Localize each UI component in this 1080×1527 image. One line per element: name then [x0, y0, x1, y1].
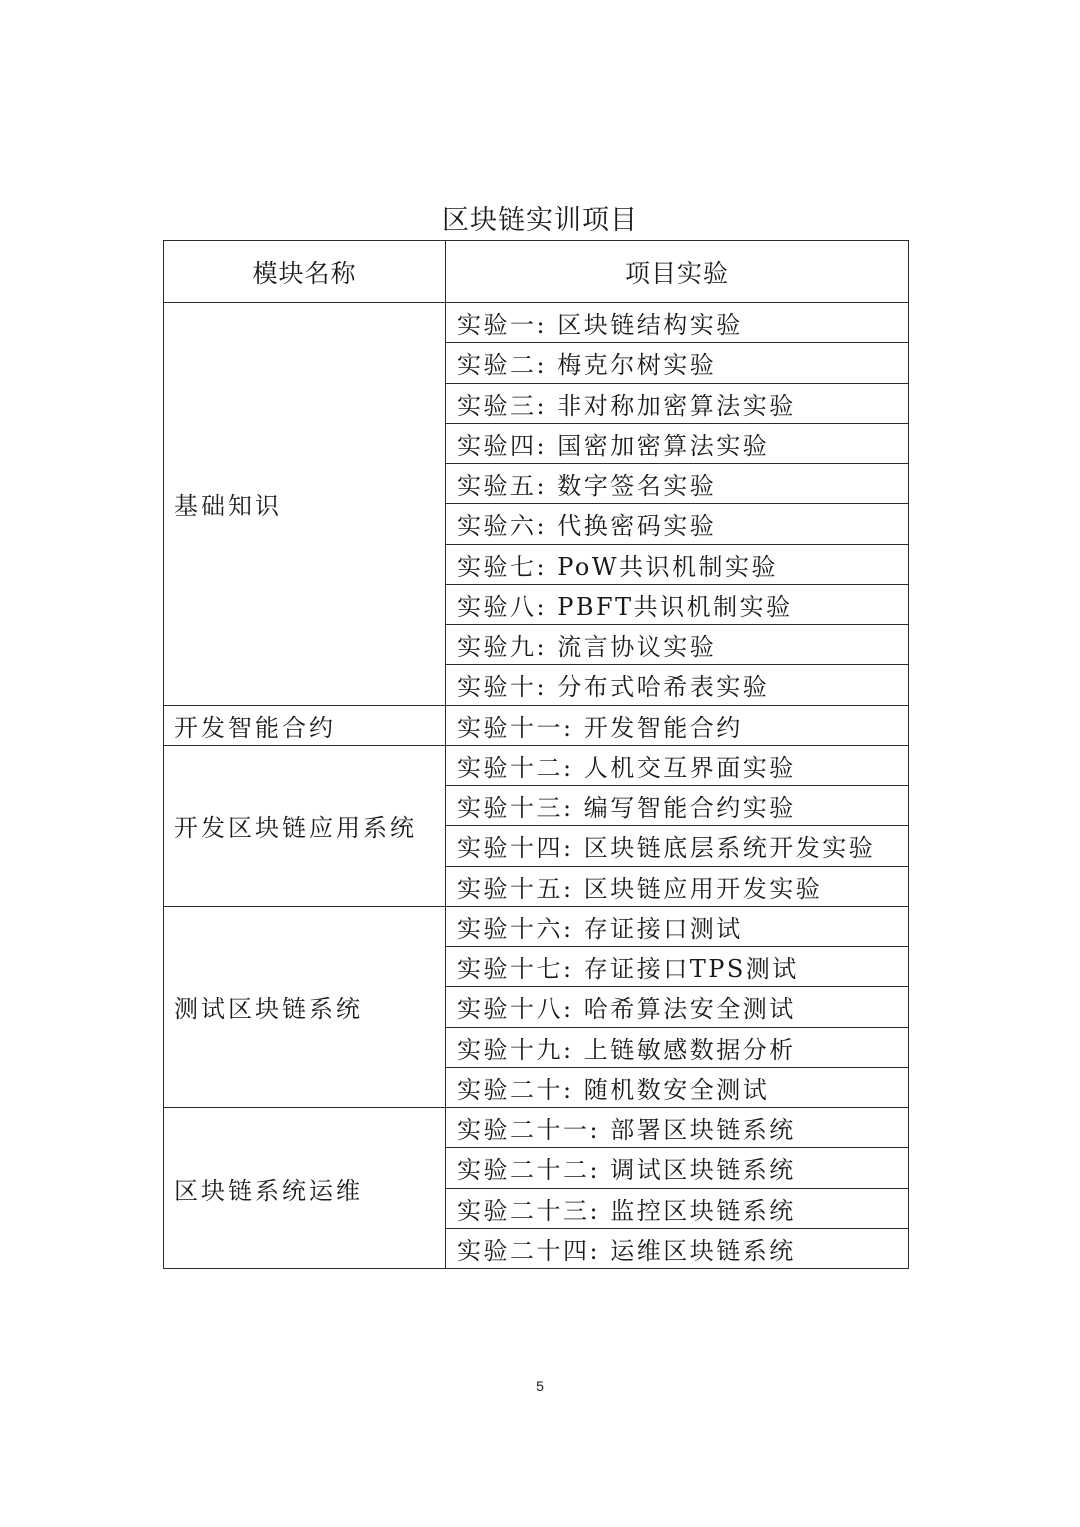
experiment-cell: 实验十: 分布式哈希表实验 — [446, 665, 909, 705]
experiment-cell: 实验十一: 开发智能合约 — [446, 705, 909, 745]
experiment-cell: 实验十六: 存证接口测试 — [446, 906, 909, 946]
module-cell: 区块链系统运维 — [164, 1108, 446, 1269]
table-row — [164, 745, 909, 785]
experiment-cell: 实验十三: 编写智能合约实验 — [446, 786, 909, 826]
module-cell: 测试区块链系统 — [164, 906, 446, 1107]
table-row — [164, 303, 909, 343]
experiment-cell: 实验一: 区块链结构实验 — [446, 303, 909, 343]
experiment-cell: 实验十五: 区块链应用开发实验 — [446, 866, 909, 906]
experiment-cell: 实验二十一: 部署区块链系统 — [446, 1108, 909, 1148]
table-row — [164, 906, 909, 946]
experiment-cell: 实验八: PBFT共识机制实验 — [446, 584, 909, 624]
experiment-cell: 实验五: 数字签名实验 — [446, 464, 909, 504]
experiment-cell: 实验七: PoW共识机制实验 — [446, 544, 909, 584]
experiment-cell: 实验十二: 人机交互界面实验 — [446, 745, 909, 785]
experiment-cell: 实验六: 代换密码实验 — [446, 504, 909, 544]
experiment-cell: 实验二: 梅克尔树实验 — [446, 343, 909, 383]
module-cell: 基础知识 — [164, 303, 446, 706]
training-projects-table — [163, 240, 909, 1269]
experiment-cell: 实验十九: 上链敏感数据分析 — [446, 1027, 909, 1067]
experiment-cell: 实验十四: 区块链底层系统开发实验 — [446, 826, 909, 866]
experiment-cell: 实验三: 非对称加密算法实验 — [446, 383, 909, 423]
experiment-cell: 实验四: 国密加密算法实验 — [446, 423, 909, 463]
experiment-cell: 实验九: 流言协议实验 — [446, 625, 909, 665]
experiment-cell: 实验二十三: 监控区块链系统 — [446, 1188, 909, 1228]
page-number: 5 — [536, 1378, 544, 1394]
table-title: 区块链实训项目 — [442, 205, 638, 236]
header-module-name: 模块名称 — [164, 241, 446, 303]
experiment-cell: 实验二十四: 运维区块链系统 — [446, 1228, 909, 1268]
experiment-cell: 实验十八: 哈希算法安全测试 — [446, 987, 909, 1027]
experiment-cell: 实验二十二: 调试区块链系统 — [446, 1148, 909, 1188]
experiment-cell: 实验二十: 随机数安全测试 — [446, 1067, 909, 1107]
header-project-experiment: 项目实验 — [446, 241, 909, 303]
experiment-cell: 实验十七: 存证接口TPS测试 — [446, 947, 909, 987]
module-cell: 开发区块链应用系统 — [164, 745, 446, 906]
module-cell: 开发智能合约 — [164, 705, 446, 745]
table-row — [164, 1108, 909, 1148]
table-row — [164, 705, 909, 745]
table-header-row — [164, 241, 909, 303]
